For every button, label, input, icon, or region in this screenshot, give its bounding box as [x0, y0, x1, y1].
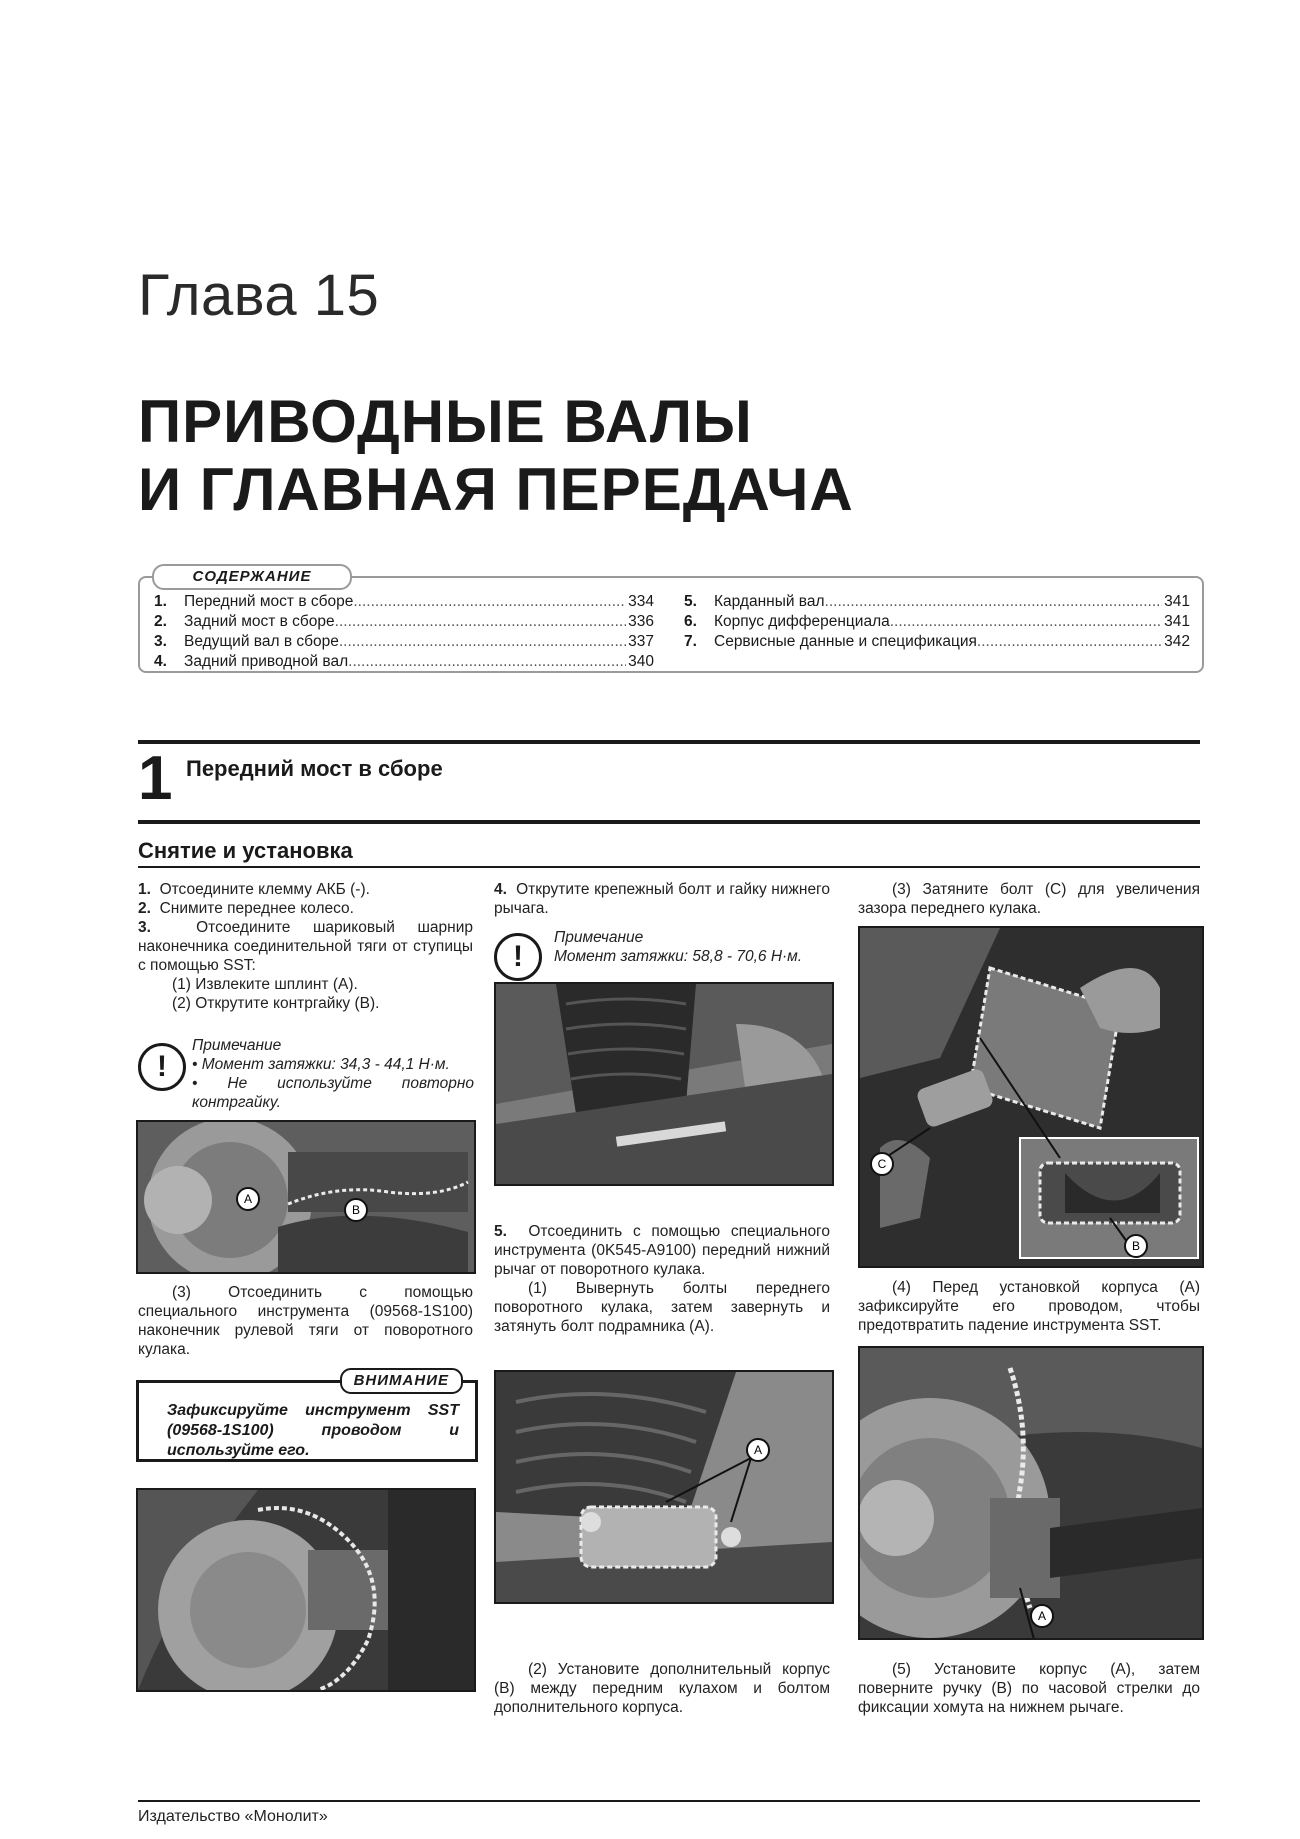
- column-1-steps: [138, 880, 473, 1013]
- callout-a: [1031, 1605, 1053, 1627]
- title-line-2: И ГЛАВНАЯ ПЕРЕДАЧА: [138, 456, 854, 523]
- toc-item[interactable]: 4. Задний приводной вал ..... 340: [154, 652, 654, 672]
- svg-text:A: A: [243, 1192, 253, 1206]
- caption-2: (2) Установите дополнительный корпус (В) между передним кулахом и болтом дополнительного корпуса.: [494, 1661, 830, 1716]
- callout-c: [871, 1153, 893, 1175]
- note-item: • Момент затяжки: 34,3 - 44,1 Н·м.: [192, 1056, 450, 1073]
- toc-right-column: [684, 592, 1190, 652]
- callout-b: [345, 1199, 367, 1221]
- note-2: [554, 928, 834, 966]
- photo-ball-joint: [136, 1120, 476, 1274]
- warning-exclamation-icon: !: [138, 1043, 186, 1091]
- toc-item[interactable]: 3. Ведущий вал в сборе ..... 337: [154, 632, 654, 652]
- step-item: 3. Отсоедините шариковый шарнир наконечника соединительной тяги от ступицы с помощью SST:: [138, 919, 473, 974]
- substep-5: (5) Установите корпус (А), затем поверните ручку (В) по часовой стрелки до фиксации хомута на нижнем рычаге.: [858, 1661, 1200, 1716]
- svg-text:A: A: [753, 1443, 763, 1457]
- footer-rule: [138, 1800, 1200, 1802]
- callout-b: [1125, 1235, 1147, 1257]
- subsection-rule: [138, 866, 1200, 868]
- note-1: [192, 1036, 474, 1112]
- photo-sub-frame-bolt: [494, 1370, 834, 1604]
- photo-lower-arm-bolt: [494, 982, 834, 1186]
- title-line-1: ПРИВОДНЫЕ ВАЛЫ: [138, 388, 753, 455]
- warning-text: Зафиксируйте инструмент SST (09568-1S100) проводом и используйте его.: [167, 1402, 459, 1459]
- warning-box: [136, 1372, 478, 1462]
- section-rule-top: [138, 740, 1200, 744]
- substep: (2) Открутите контргайку (В).: [172, 995, 380, 1012]
- toc-item[interactable]: 1. Передний мост в сборе ..... 334: [154, 592, 654, 612]
- warning-label: ВНИМАНИЕ: [340, 1368, 463, 1394]
- chapter-label: Глава 15: [138, 263, 380, 328]
- publisher-footer: Издательство «Монолит»: [138, 1808, 328, 1825]
- photo-sst-tool: [136, 1488, 476, 1692]
- substep-3: (3) Затяните болт (С) для увеличения зазора переднего кулака.: [858, 881, 1200, 917]
- section-title: Передний мост в сборе: [186, 756, 443, 781]
- toc-item[interactable]: 6. Корпус дифференциала ..... 341: [684, 612, 1190, 632]
- substep-4: (4) Перед установкой корпуса (А) зафиксируйте его проводом, чтобы предотвратить падение инструмента SST.: [858, 1279, 1200, 1334]
- svg-text:A: A: [1037, 1609, 1047, 1623]
- svg-text:B: B: [351, 1203, 361, 1217]
- svg-text:B: B: [1131, 1239, 1141, 1253]
- photo-housing-install: [858, 1346, 1204, 1640]
- toc-item[interactable]: 7. Сервисные данные и спецификация ..... 342: [684, 632, 1190, 652]
- page-title: [138, 388, 854, 524]
- table-of-contents: [138, 568, 1204, 673]
- step-item: 1. Отсоедините клемму АКБ (-).: [138, 881, 370, 898]
- section-rule-bottom: [138, 820, 1200, 824]
- caption-1: (3) Отсоединить с помощью специального инструмента (09568-1S100) наконечник рулевой тяги от поворотного кулака.: [138, 1284, 473, 1358]
- callout-a: [747, 1439, 769, 1461]
- step-4: 4. Открутите крепежный болт и гайку нижнего рычага.: [494, 881, 830, 917]
- toc-item[interactable]: 5. Карданный вал ..... 341: [684, 592, 1190, 612]
- step-5: 5. Отсоединить с помощью специального инструмента (0K545-A9100) передний нижний рычаг от поворотного кулака. (1) Вывернуть болты переднего поворотного кулака, затем завернуть и затянуть болт подрамника (А).: [494, 1223, 830, 1335]
- note-label: Примечание: [192, 1037, 282, 1054]
- svg-text:C: C: [877, 1157, 887, 1171]
- callout-a: [237, 1188, 259, 1210]
- toc-label: СОДЕРЖАНИЕ: [152, 564, 352, 590]
- step-item: 2. Снимите переднее колесо.: [138, 900, 354, 917]
- note-label: Примечание: [554, 929, 644, 946]
- subsection-title: Снятие и установка: [138, 838, 353, 863]
- section-number: 1: [138, 744, 173, 813]
- toc-left-column: [154, 592, 654, 672]
- toc-item[interactable]: 2. Задний мост в сборе ..... 336: [154, 612, 654, 632]
- warning-exclamation-icon: !: [494, 933, 542, 981]
- note-item: Момент затяжки: 58,8 - 70,6 Н·м.: [554, 948, 803, 965]
- note-item: • Не используйте повторно контргайку.: [192, 1075, 474, 1111]
- substep: (1) Извлеките шплинт (А).: [172, 976, 358, 993]
- photo-bolt-c: [858, 926, 1204, 1268]
